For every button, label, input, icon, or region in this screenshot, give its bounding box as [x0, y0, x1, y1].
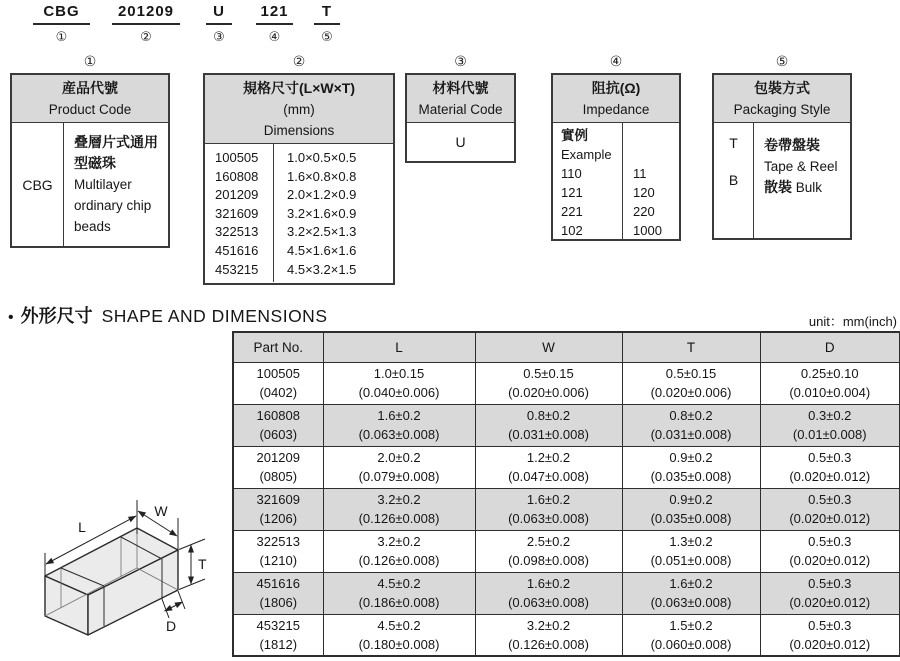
part-number-inch-code: (0402)	[259, 385, 298, 400]
circled-number: ⑤	[321, 29, 333, 44]
packaging-box-col-desc	[754, 123, 850, 239]
packaging-box-frame	[712, 73, 852, 240]
inch-value: (0.047±0.008)	[508, 469, 589, 484]
inch-value: (0.035±0.008)	[650, 469, 732, 484]
material-code-box	[405, 52, 516, 163]
dimensions-part-number: 322513	[215, 224, 259, 240]
mm-value: 4.5±0.2	[377, 617, 421, 633]
impedance-code: 121	[561, 185, 583, 200]
inch-value: (0.063±0.008)	[508, 595, 589, 610]
dim-label-W: W	[154, 503, 168, 519]
material-code-box-frame	[405, 73, 516, 163]
circled-number: ②	[292, 53, 306, 69]
dimension-cell	[323, 362, 475, 404]
mm-value: 1.0±0.15	[373, 366, 425, 381]
mm-value: 1.5±0.2	[669, 617, 713, 633]
box-title-en: Packaging Style	[733, 102, 831, 117]
mm-value: 3.2±0.2	[377, 534, 421, 549]
dimensions-box-header	[205, 75, 393, 144]
impedance-code: 221	[561, 204, 583, 219]
part-code-segment: U	[206, 3, 232, 25]
impedance-box-header	[553, 75, 679, 123]
inch-value: (0.063±0.008)	[358, 427, 440, 442]
nomenclature-segment	[206, 3, 232, 45]
shape-dimensions-table	[232, 331, 900, 657]
circled-number: ①	[55, 29, 68, 44]
mm-value: 2.0±0.2	[377, 450, 421, 465]
part-number: 201209	[256, 450, 300, 465]
description-zh: 叠層片式通用型磁珠	[74, 134, 158, 171]
inch-value: (0.020±0.012)	[789, 636, 871, 652]
part-number: 453215	[256, 617, 300, 633]
box-title-zh: 材料代號	[432, 80, 489, 96]
inch-value: (0.051±0.008)	[650, 553, 732, 568]
impedance-value: 120	[633, 185, 655, 200]
description-en: Multilayer ordinary chip beads	[74, 177, 152, 234]
product-code-box-header	[12, 75, 168, 123]
inch-value: (0.063±0.008)	[650, 595, 732, 610]
material-code-box-header	[407, 75, 514, 123]
dimension-cell	[622, 614, 760, 656]
box-title-en: Dimensions	[263, 123, 335, 138]
inch-value: (0.031±0.008)	[650, 427, 732, 442]
part-number-inch-code: (1812)	[259, 636, 298, 652]
inch-value: (0.180±0.008)	[358, 636, 440, 652]
box-title-en: Material Code	[418, 102, 503, 117]
impedance-example-label-en: Example	[561, 147, 612, 162]
packaging-desc-b-en: Bulk	[795, 180, 823, 195]
mm-value: 3.2±0.2	[526, 617, 571, 633]
dimensions-size-value: 4.5×1.6×1.6	[287, 242, 357, 258]
inch-value: (0.079±0.008)	[358, 469, 440, 484]
dimension-cell	[622, 404, 760, 446]
dimensions-size-value: 4.5×3.2×1.5	[287, 261, 357, 277]
mm-value: 0.25±0.10	[800, 366, 859, 381]
table-row	[233, 530, 900, 572]
dimensions-box-frame	[203, 73, 395, 285]
circled-number: ②	[140, 29, 152, 44]
dimensions-box	[203, 52, 395, 285]
dimension-cell	[760, 362, 900, 404]
inch-value: (0.020±0.012)	[789, 469, 871, 484]
table-row	[233, 572, 900, 614]
part-no-cell	[233, 362, 323, 404]
part-number: 321609	[256, 492, 300, 507]
part-number-inch-code: (0805)	[259, 469, 298, 484]
product-code-value: CBG	[12, 123, 64, 247]
dimension-cell	[475, 446, 622, 488]
dimensions-part-number: 160808	[215, 168, 259, 184]
column-header: Part No.	[233, 332, 323, 362]
dimensions-box-col-size	[274, 144, 393, 282]
dimension-cell	[622, 572, 760, 614]
table-row	[233, 614, 900, 656]
circled-number: ⑤	[775, 53, 789, 69]
dimension-cell	[760, 614, 900, 656]
dimensions-part-number: 321609	[215, 205, 259, 221]
part-code-segment: 201209	[112, 3, 180, 25]
dimensions-size-value: 1.0×0.5×0.5	[287, 150, 357, 165]
dim-label-T: T	[198, 556, 207, 572]
inch-value: (0.126±0.008)	[358, 553, 440, 568]
impedance-box	[551, 52, 681, 241]
dimension-cell	[475, 404, 622, 446]
packaging-box	[712, 52, 852, 240]
box-title-zh: 包裝方式	[754, 80, 810, 96]
mm-value: 2.5±0.2	[526, 534, 571, 549]
part-number-inch-code: (0603)	[259, 427, 298, 442]
dimension-cell	[475, 488, 622, 530]
circled-number: ④	[609, 53, 623, 69]
chip-bead-shape-figure	[0, 478, 230, 659]
mm-value: 0.5±0.3	[808, 576, 852, 591]
dimension-cell	[323, 404, 475, 446]
inch-value: (0.063±0.008)	[508, 511, 589, 526]
mm-value: 1.6±0.2	[526, 576, 571, 591]
inch-value: (0.060±0.008)	[650, 636, 732, 652]
column-header: L	[323, 332, 475, 362]
dimension-cell	[622, 446, 760, 488]
dimension-cell	[323, 446, 475, 488]
product-code-description	[64, 123, 168, 247]
dimensions-part-number: 451616	[215, 242, 259, 258]
nomenclature-segment	[256, 3, 293, 45]
dim-table-body	[233, 362, 900, 656]
nomenclature-segment	[112, 3, 180, 45]
circled-number: ④	[268, 29, 281, 44]
part-number: 160808	[256, 408, 300, 423]
product-code-box-frame	[10, 73, 170, 248]
spacer	[633, 145, 679, 164]
packaging-desc-b-zh: 散裝	[764, 179, 792, 195]
dimension-cell	[622, 530, 760, 572]
box-title-en: Impedance	[582, 102, 650, 117]
dimensions-part-number: 453215	[215, 261, 259, 277]
impedance-value: 1000	[633, 223, 662, 238]
part-code-segment: T	[314, 3, 340, 25]
part-no-cell	[233, 572, 323, 614]
dimension-cell	[475, 614, 622, 656]
mm-value: 0.5±0.3	[808, 534, 852, 549]
box-title-unit: (mm)	[283, 102, 315, 117]
part-no-cell	[233, 530, 323, 572]
inch-value: (0.010±0.004)	[789, 385, 871, 400]
circled-number: ①	[83, 53, 97, 69]
part-number: 100505	[256, 366, 300, 381]
dimension-cell	[475, 572, 622, 614]
inch-value: (0.020±0.006)	[650, 385, 732, 400]
mm-value: 0.5±0.3	[808, 617, 852, 633]
mm-value: 0.9±0.2	[669, 492, 713, 507]
impedance-example-label-zh: 實例	[561, 128, 588, 143]
dimensions-size-value: 2.0×1.2×0.9	[287, 187, 357, 203]
circled-number: ③	[454, 53, 467, 69]
impedance-value: 11	[633, 166, 647, 181]
packaging-desc-t-zh: 卷帶盤裝	[764, 137, 820, 153]
part-number-inch-code: (1806)	[259, 595, 298, 610]
table-row	[233, 362, 900, 404]
product-code-box	[10, 52, 170, 248]
inch-value: (0.031±0.008)	[508, 427, 589, 442]
dimensions-part-number: 100505	[215, 150, 259, 165]
dimension-cell	[760, 446, 900, 488]
mm-value: 1.6±0.2	[377, 408, 421, 423]
dimensions-size-value: 1.6×0.8×0.8	[287, 168, 357, 184]
table-row	[233, 488, 900, 530]
table-row	[233, 404, 900, 446]
part-no-cell	[233, 404, 323, 446]
mm-value: 3.2±0.2	[377, 492, 421, 507]
mm-value: 0.9±0.2	[669, 450, 713, 465]
box-title-zh: 阻抗(Ω)	[591, 80, 641, 96]
part-number-inch-code: (1210)	[259, 553, 298, 568]
section-title-zh: 外形尺寸	[20, 306, 93, 326]
spacer	[633, 126, 679, 145]
mm-value: 1.3±0.2	[669, 534, 713, 549]
inch-value: (0.186±0.008)	[358, 595, 440, 610]
material-code-value: U	[455, 133, 466, 150]
part-number-inch-code: (1206)	[259, 511, 298, 526]
dimension-cell	[323, 488, 475, 530]
dim-label-D: D	[165, 618, 177, 634]
dimension-cell	[622, 362, 760, 404]
unit-label: unit：mm(inch)	[808, 314, 897, 329]
dimension-cell	[323, 530, 475, 572]
inch-value: (0.020±0.012)	[789, 511, 871, 526]
nomenclature-segment	[33, 3, 90, 45]
dim-table-header-row	[233, 332, 900, 362]
mm-value: 0.5±0.3	[808, 450, 852, 465]
packaging-box-header	[714, 75, 850, 123]
section-title-en: SHAPE AND DIMENSIONS	[101, 306, 328, 326]
box-title-en: Product Code	[48, 102, 132, 117]
inch-value: (0.020±0.012)	[789, 595, 871, 610]
dimensions-size-value: 3.2×2.5×1.3	[287, 224, 357, 240]
mm-value: 0.5±0.3	[808, 492, 852, 507]
packaging-code-t: T	[729, 135, 738, 151]
impedance-value: 220	[633, 204, 655, 219]
part-no-cell	[233, 614, 323, 656]
dimensions-size-value: 3.2×1.6×0.9	[287, 205, 357, 221]
impedance-box-frame	[551, 73, 681, 241]
dimensions-box-col-part	[205, 144, 274, 282]
mm-value: 1.6±0.2	[669, 576, 713, 591]
impedance-code: 102	[561, 223, 583, 238]
mm-value: 0.3±0.2	[808, 408, 852, 423]
part-number: 322513	[256, 534, 300, 549]
dimension-cell	[475, 530, 622, 572]
inch-value: (0.020±0.006)	[508, 385, 589, 400]
dimension-cell	[323, 572, 475, 614]
dimension-cell	[622, 488, 760, 530]
dimension-cell	[760, 488, 900, 530]
inch-value: (0.126±0.008)	[358, 511, 440, 526]
part-no-cell	[233, 446, 323, 488]
dimension-cell	[760, 530, 900, 572]
column-header: W	[475, 332, 622, 362]
part-code-segment: 121	[256, 3, 293, 25]
box-title-zh: 産品代號	[62, 80, 118, 96]
dimension-cell	[760, 404, 900, 446]
mm-value: 1.2±0.2	[526, 450, 571, 465]
impedance-code: 110	[561, 166, 582, 181]
inch-value: (0.01±0.008)	[792, 427, 867, 442]
packaging-desc-t-en: Tape & Reel	[764, 159, 838, 174]
box-title-zh: 規格尺寸(L×W×T)	[243, 80, 355, 96]
dimensions-part-number: 201209	[215, 187, 259, 203]
section-heading	[8, 302, 328, 328]
inch-value: (0.126±0.008)	[508, 636, 589, 652]
impedance-box-col-value	[623, 123, 679, 240]
packaging-box-col-code	[714, 123, 754, 239]
column-header: T	[622, 332, 760, 362]
mm-value: 0.8±0.2	[669, 408, 713, 423]
nomenclature-segment	[314, 3, 340, 45]
mm-value: 0.5±0.15	[665, 366, 717, 381]
mm-value: 4.5±0.2	[377, 576, 421, 591]
part-number: 451616	[256, 576, 300, 591]
column-header: D	[760, 332, 900, 362]
table-row	[233, 446, 900, 488]
inch-value: (0.020±0.012)	[789, 553, 871, 568]
part-code-segment: CBG	[33, 3, 90, 25]
circled-number: ③	[213, 29, 225, 44]
mm-value: 0.5±0.15	[523, 366, 574, 381]
mm-value: 1.6±0.2	[526, 492, 571, 507]
packaging-code-b: B	[728, 172, 739, 188]
dimension-cell	[475, 362, 622, 404]
inch-value: (0.035±0.008)	[650, 511, 732, 526]
mm-value: 0.8±0.2	[526, 408, 571, 423]
inch-value: (0.098±0.008)	[508, 553, 589, 568]
inch-value: (0.040±0.006)	[358, 385, 440, 400]
part-no-cell	[233, 488, 323, 530]
dim-label-L: L	[78, 519, 86, 535]
bullet-icon: •	[8, 309, 14, 326]
impedance-box-col-code	[553, 123, 623, 240]
dimension-cell	[323, 614, 475, 656]
dimension-cell	[760, 572, 900, 614]
